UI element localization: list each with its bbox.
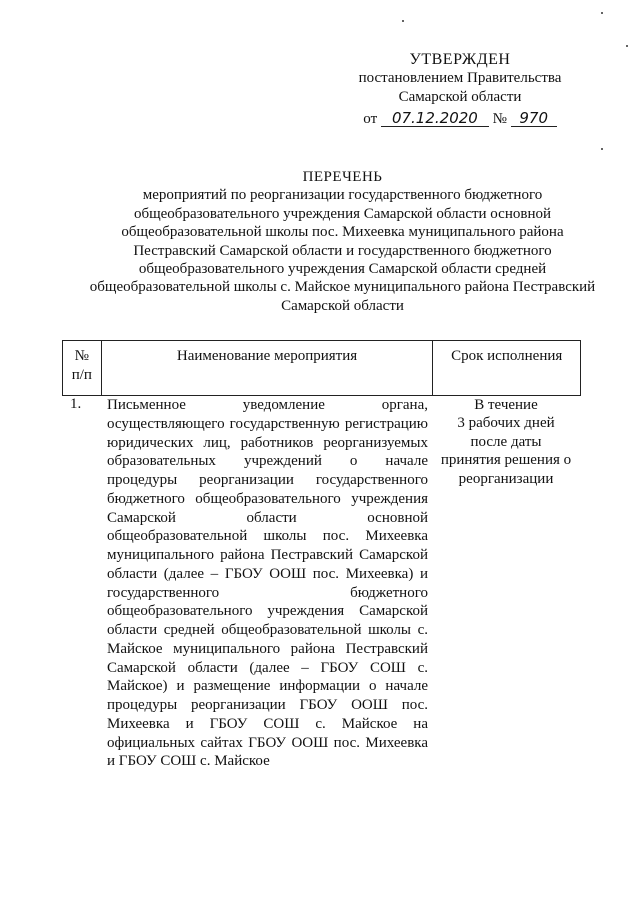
row-number: 1. — [70, 396, 82, 412]
approval-stamp — [350, 50, 570, 129]
approval-date-line — [350, 110, 570, 129]
document-subtitle-line: Пестравский Самарской области и государственного бюджетного — [133, 242, 552, 259]
row-measure-name: Письменное уведомление органа, осуществляющего государственную регистрацию юридических лиц, работников реорганизуемых образовательных учреждений о начале процедуры реорганизации государственного бюджетного общеобразовательного учреждения Самарской области основной общеобразовательной школы пос. Михеевка муниципального района Пестравский Самарской области (далее – ГБОУ ООШ пос. Михеевка) и государственного бюджетного общеобразовательного учреждения Самарской области средней общеобразовательной школы с. Майское муниципального района Пестравский Самарской области (далее – ГБОУ СОШ с. Майское) и размещение информации о начале процедуры реорганизации ГБОУ ООШ пос. Михеевка и ГБОУ СОШ с. Майское на официальных сайтах ГБОУ ООШ пос. Михеевка и ГБОУ СОШ с. Майское — [107, 397, 428, 770]
row-term-line: В течение — [474, 397, 538, 413]
scan-speck — [601, 148, 603, 150]
document-title-block — [80, 168, 605, 315]
approval-number-sign: № — [492, 111, 507, 127]
document-subtitle-line: мероприятий по реорганизации государственного бюджетного — [142, 187, 543, 204]
document-subtitle-line: общеобразовательного учреждения Самарской области основной — [133, 205, 552, 222]
scan-speck — [626, 45, 628, 47]
approval-date-prefix: от — [363, 111, 378, 127]
header-term: Срок исполнения — [433, 341, 581, 396]
approval-line-2: Самарской области — [398, 89, 522, 105]
document-subtitle-line: общеобразовательной школы пос. Михеевка муниципального района — [121, 224, 564, 241]
document-subtitle-line: общеобразовательного учреждения Самарской области средней — [138, 261, 547, 278]
document-title: ПЕРЕЧЕНЬ — [302, 169, 383, 185]
row-term-line: реорганизации — [458, 470, 554, 487]
row-term-line: 3 рабочих дней — [457, 415, 555, 432]
scan-speck — [601, 12, 603, 14]
row-term — [436, 396, 576, 488]
scan-speck — [402, 20, 404, 22]
header-name: Наименование мероприятия — [101, 341, 433, 396]
header-number: № п/п — [63, 341, 102, 396]
document-subtitle-line: общеобразовательной школы с. Майское муниципального района Пестравский — [89, 279, 596, 296]
approval-title: УТВЕРЖДЕН — [409, 51, 511, 68]
table-header-row — [63, 341, 581, 396]
approval-date: 07.12.2020 — [381, 111, 489, 127]
document-subtitle-line: Самарской области — [281, 297, 404, 314]
measures-table — [62, 340, 581, 396]
approval-number: 970 — [511, 111, 557, 127]
approval-line-1: постановлением Правительства — [358, 70, 562, 86]
row-term-line: принятия решения о — [440, 452, 572, 469]
row-term-line: после даты — [470, 433, 542, 450]
